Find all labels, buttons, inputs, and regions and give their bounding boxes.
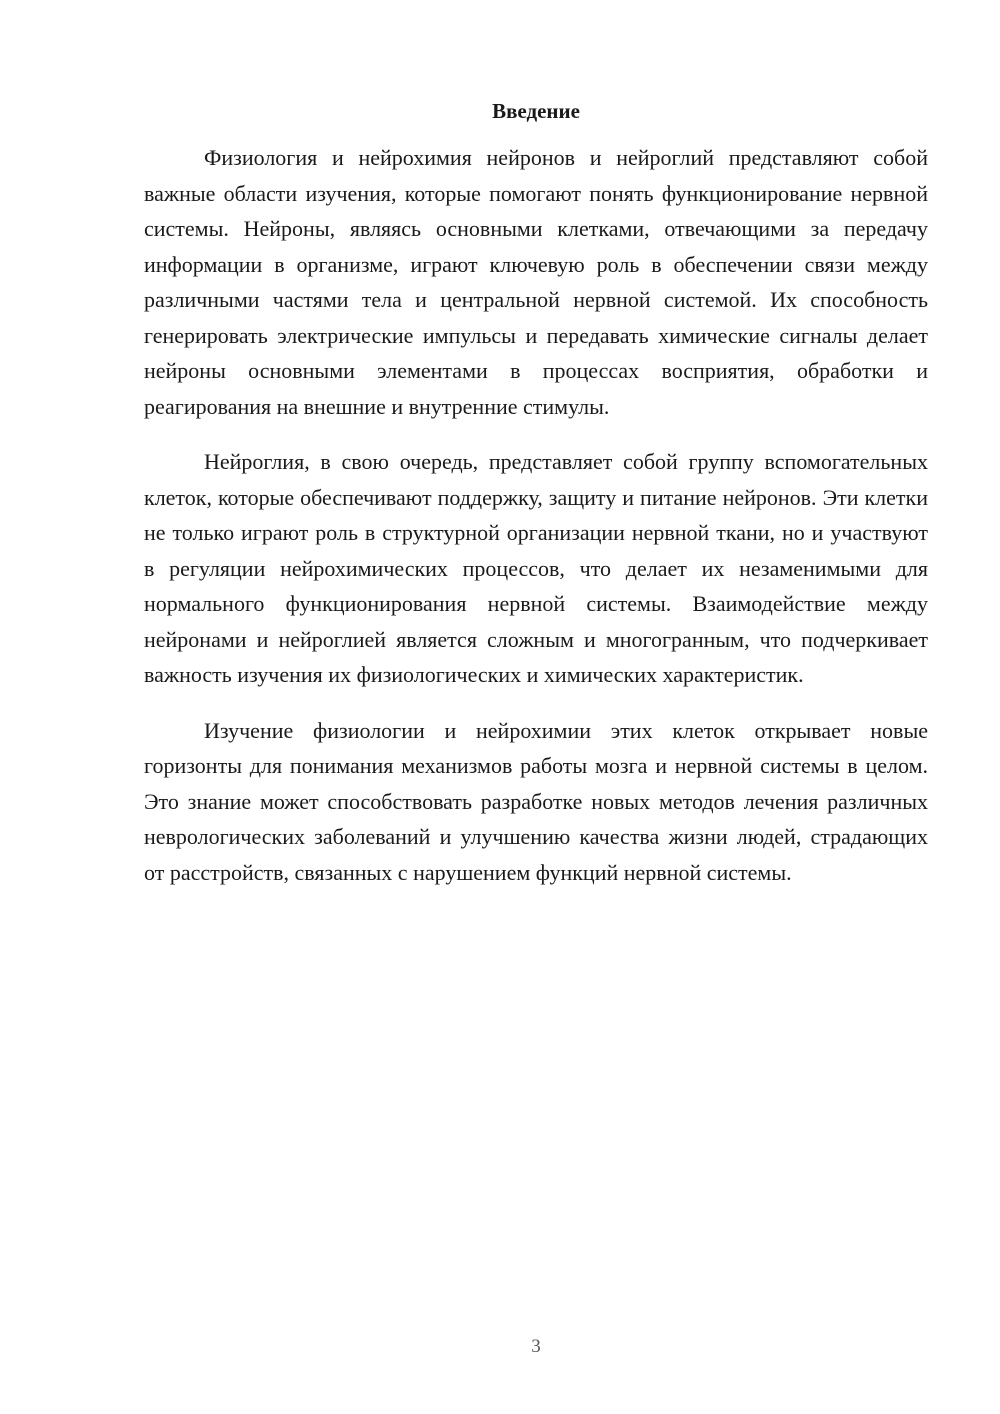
body-text [144,140,928,910]
paragraph-1: Физиология и нейрохимия нейронов и нейроглий представляют собой важные области изучения, которые помогают понять функционирование нервной системы. Нейроны, являясь основными клетками, отвечающими за передачу информации в организме, играют ключевую роль в обеспечении связи между различными частями тела и центральной нервной системой. Их способность генерировать электрические импульсы и передавать химические сигналы делает нейроны основными элементами в процессах восприятия, обработки и реагирования на внешние и внутренние стимулы. [144,145,928,419]
section-title: Введение [492,99,580,123]
paragraph-2: Нейроглия, в свою очередь, представляет собой группу вспомогательных клеток, которые обеспечивают поддержку, защиту и питание нейронов. Эти клетки не только играют роль в структурной организации нервной ткани, но и участвуют в регуляции нейрохимических процессов, что делает их незаменимыми для нормального функционирования нервной системы. Взаимодействие между нейронами и нейроглией является сложным и многогранным, что подчеркивает важность изучения их физиологических и химических характеристик. [144,449,928,687]
page-number: 3 [531,1336,541,1357]
paragraph-3: Изучение физиологии и нейрохимии этих клеток открывает новые горизонты для понимания механизмов работы мозга и нервной системы в целом. Это знание может способствовать разработке новых методов лечения различных неврологических заболеваний и улучшению качества жизни людей, страдающих от расстройств, связанных с нарушением функций нервной системы. [144,717,928,885]
